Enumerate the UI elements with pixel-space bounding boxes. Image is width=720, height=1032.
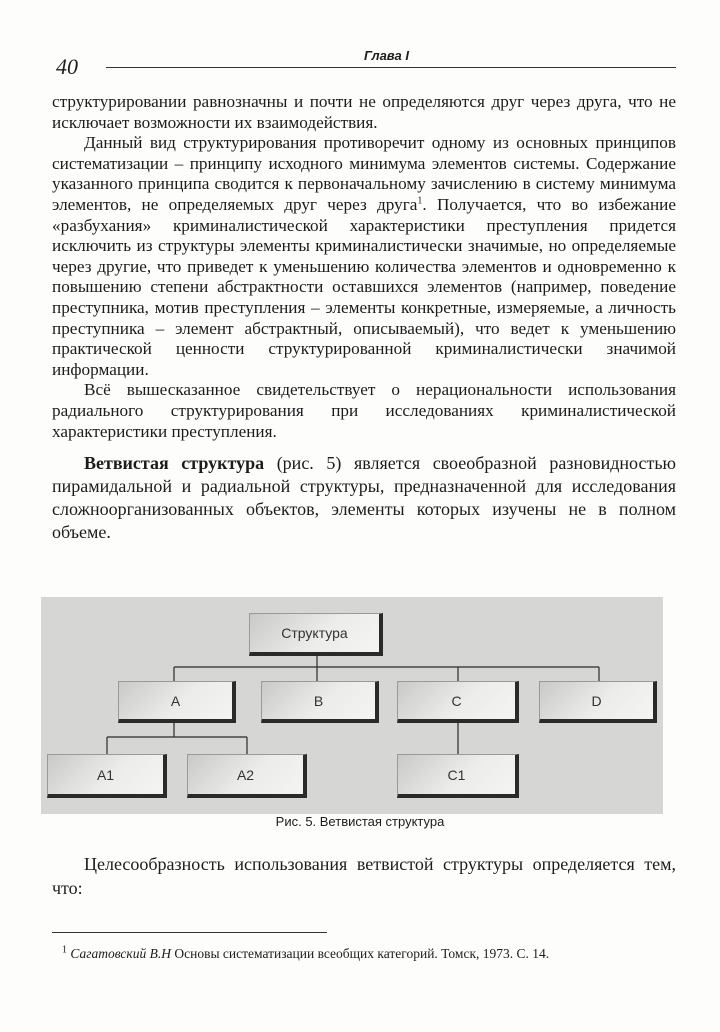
paragraph-after-figure: Целесообразность использования ветвистой структуры определяется тем, что: bbox=[52, 854, 676, 898]
node-a: A bbox=[118, 681, 236, 723]
chapter-title: Глава I bbox=[364, 48, 409, 63]
node-a2: A2 bbox=[187, 754, 307, 798]
figure-caption: Рис. 5. Ветвистая структура bbox=[275, 814, 445, 829]
body-text bbox=[52, 92, 676, 544]
node-b: B bbox=[261, 681, 379, 723]
paragraph-3: Всё вышесказанное свидетельствует о нерациональности использования радиального структурирования при исследованиях криминалистической характеристики преступления. bbox=[52, 380, 676, 441]
branched-structure-diagram bbox=[41, 597, 663, 814]
footnote bbox=[52, 944, 676, 964]
page-number: 40 bbox=[56, 54, 78, 79]
paragraph-2 bbox=[52, 133, 676, 380]
node-c1: C1 bbox=[397, 754, 519, 798]
page-header bbox=[52, 48, 676, 78]
footnote-rule bbox=[52, 932, 327, 933]
header-rule bbox=[106, 67, 676, 68]
paragraph-2-text-a: Данный вид структурирования противоречит одному из основных принципов систематизации – принципу исходного минимума элементов системы. Содержание указанного принципа сводится к первоначальному зачислению в систему минимума элементов, не определяемых друг через друга bbox=[52, 133, 676, 214]
node-a1: A1 bbox=[47, 754, 167, 798]
footnote-marker: 1 bbox=[62, 944, 67, 956]
node-c: C bbox=[397, 681, 519, 723]
node-root: Структура bbox=[249, 613, 383, 656]
footnote-text: Основы систематизации всеобщих категорий. Томск, 1973. С. 14. bbox=[170, 946, 550, 961]
paragraph-4-text: (рис. 5) является своеобразной разновидностью пирамидальной и радиальной структуры, предназначенной для исследования сложноорганизованных объектов, элементы которых изучены не в полном объеме. bbox=[52, 453, 676, 543]
paragraph-1: структурировании равнозначны и почти не определяются друг через друга, что не исключает возможности их взаимодействия. bbox=[52, 92, 676, 132]
footnote-ref[interactable]: 1 bbox=[417, 195, 423, 207]
paragraph-4 bbox=[52, 452, 676, 544]
term-branched-structure: Ветвистая структура bbox=[84, 453, 265, 474]
paragraph-2-text-b: . Получается, что во избежание «разбухания» криминалистической характеристики преступления придется исключить из структуры элементы криминалистически значимые, но определяемые через другие, что приведет к уменьшению количества элементов и одновременно к повышению степени абстрактности оставшихся элементов (например, поведение преступника, мотив преступления – элементы конкретные, измеряемые, а личность преступника – элемент абстрактный, описываемый), что ведет к уменьшению практической ценности структурированной криминалистически значимой информации. bbox=[52, 194, 676, 379]
node-d: D bbox=[539, 681, 657, 723]
footnote-author: Сагатовский В.Н bbox=[70, 946, 171, 961]
